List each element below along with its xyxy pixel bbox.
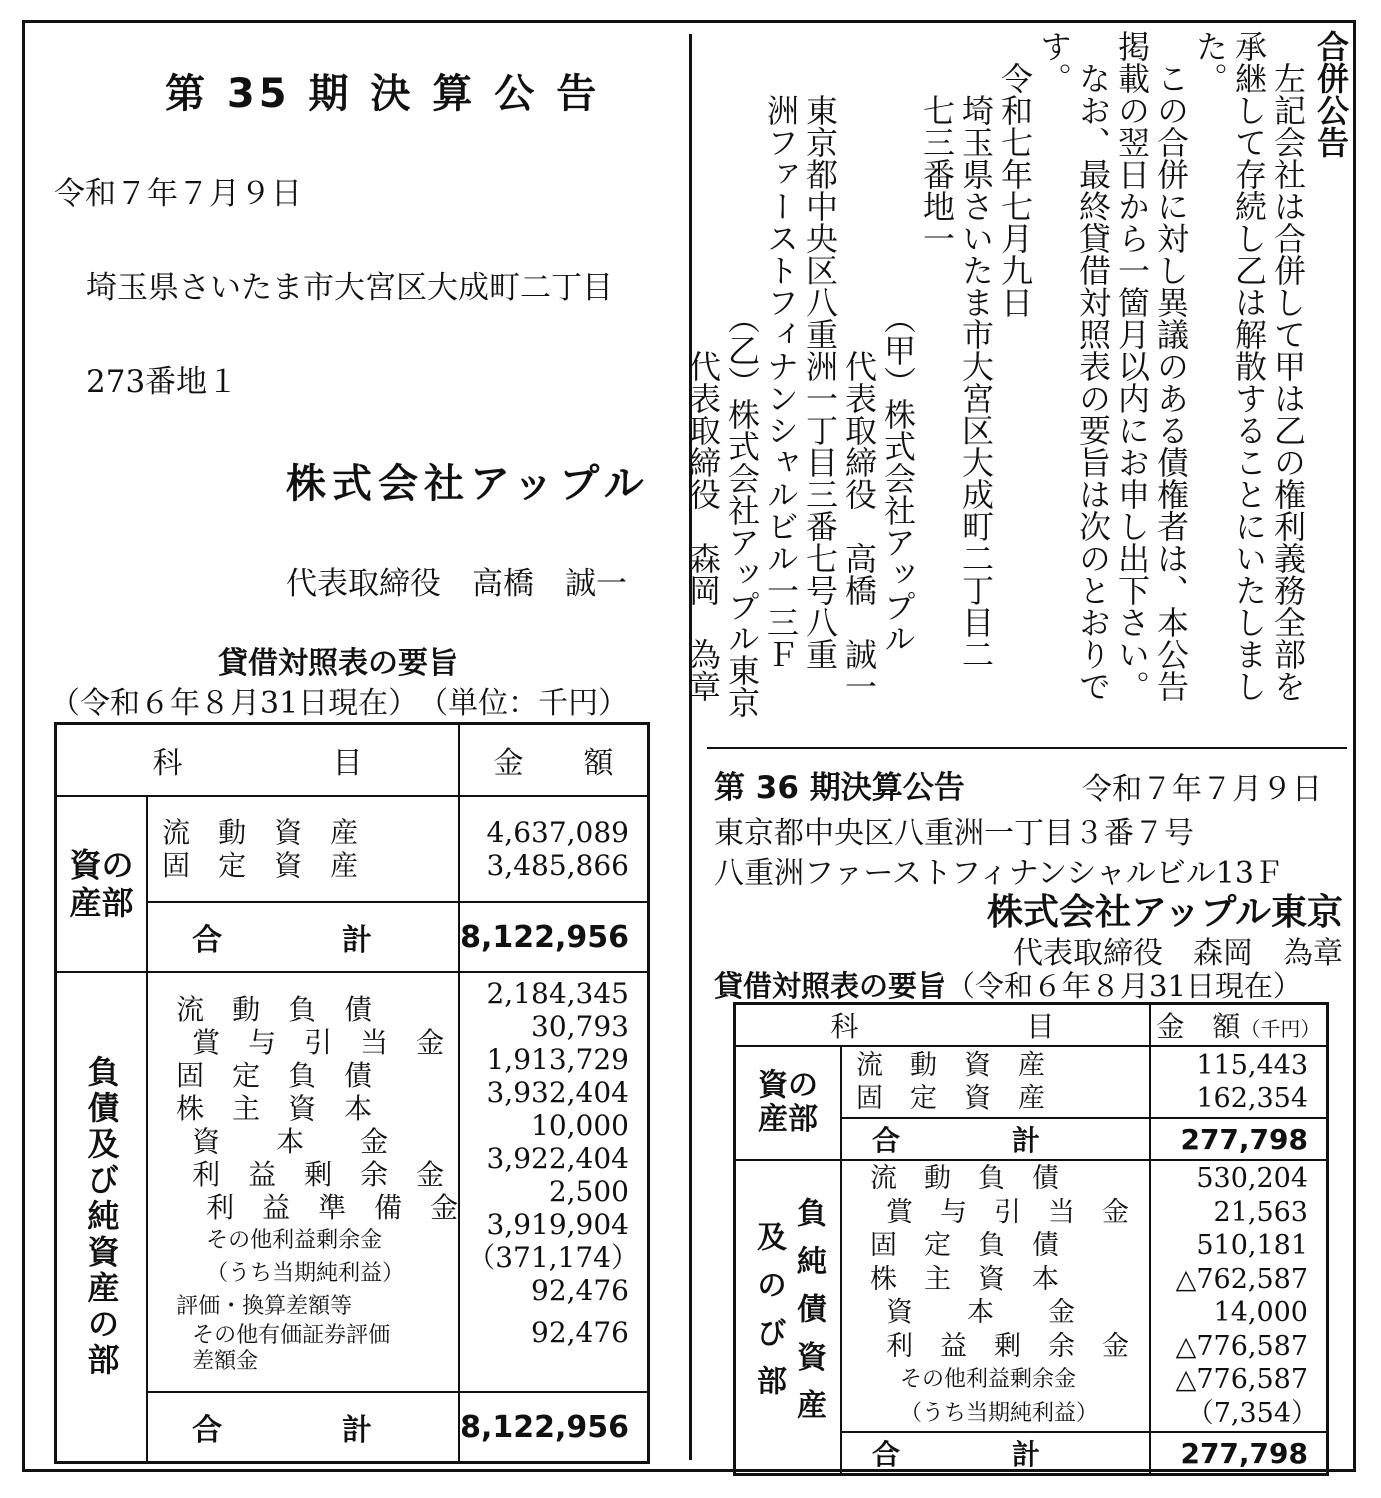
list-item: 流 動 資 産 bbox=[162, 816, 359, 849]
table-header-row bbox=[735, 1004, 1328, 1047]
assets-items bbox=[841, 1046, 1150, 1118]
list-item: 資 本 金 bbox=[886, 1297, 1075, 1328]
merger-line: 七三番地一 bbox=[918, 30, 956, 254]
value-cell: 162,354 bbox=[1196, 1083, 1308, 1114]
assets-total-label: 合 計 bbox=[147, 902, 459, 972]
liabilities-values bbox=[459, 972, 648, 1392]
value-cell: 10,000 bbox=[531, 1109, 629, 1142]
liabilities-items bbox=[841, 1160, 1150, 1432]
value-cell: 3,485,866 bbox=[486, 849, 629, 882]
merger-line: す。 bbox=[1035, 30, 1073, 94]
merger-line: この合併に対し異議のある債権者は、本公告 bbox=[1152, 30, 1190, 702]
right-company-name: 株式会社アップル東京 bbox=[986, 892, 1343, 933]
list-item: 賞 与 引 当 金 bbox=[192, 1026, 445, 1059]
left-bs-subtitle: （令和６年８月31日現在） （単位：千円） bbox=[50, 686, 629, 721]
liabilities-values bbox=[1150, 1160, 1328, 1432]
merger-line: 埼玉県さいたま市大宮区大成町二丁目二 bbox=[957, 30, 995, 670]
assets-total-value: 277,798 bbox=[1150, 1118, 1328, 1160]
list-item: 流 動 負 債 bbox=[870, 1163, 1059, 1194]
value-cell: 30,793 bbox=[531, 1010, 629, 1043]
right-bs-title: 貸借対照表の要旨 bbox=[714, 969, 947, 1003]
value-cell: 530,204 bbox=[1196, 1163, 1308, 1194]
list-item: その他利益剰余金 bbox=[206, 1228, 383, 1253]
value-cell: 1,913,729 bbox=[486, 1043, 629, 1076]
header-amount: 金 額 bbox=[459, 724, 648, 797]
value-cell: △776,587 bbox=[1175, 1364, 1308, 1395]
list-item: その他有価証券評価 bbox=[192, 1323, 391, 1348]
value-cell: 3,932,404 bbox=[486, 1076, 629, 1109]
liabilities-row bbox=[56, 972, 649, 1392]
merger-line: （乙）株式会社アップル東京 bbox=[723, 30, 761, 718]
assets-values bbox=[459, 796, 648, 902]
list-item: 利 益 剰 余 金 bbox=[886, 1330, 1129, 1362]
assets-row bbox=[56, 796, 649, 902]
value-cell: 510,181 bbox=[1196, 1230, 1308, 1261]
liabilities-total-label: 合 計 bbox=[147, 1392, 459, 1463]
list-item: （うち当期純利益） bbox=[900, 1400, 1099, 1426]
left-address-line1: 埼玉県さいたま市大宮区大成町二丁目 bbox=[86, 270, 613, 306]
liabilities-items bbox=[147, 972, 459, 1392]
list-item: 固 定 資 産 bbox=[162, 849, 359, 882]
list-item: 株 主 資 本 bbox=[176, 1092, 373, 1125]
liabilities-total-value: 277,798 bbox=[1150, 1432, 1328, 1475]
header-unit: （千円） bbox=[1240, 1017, 1321, 1041]
value-cell: 3,919,904 bbox=[486, 1208, 629, 1241]
liabilities-row bbox=[735, 1160, 1328, 1432]
liabilities-section-label: 負純債資産及のび部 bbox=[735, 1160, 842, 1475]
value-cell: 2,184,345 bbox=[486, 977, 629, 1010]
right-address-line2: 八重洲ファーストフィナンシャルビル13Ｆ bbox=[714, 856, 1284, 891]
list-item: 賞 与 引 当 金 bbox=[886, 1196, 1129, 1228]
assets-row bbox=[735, 1046, 1328, 1118]
list-item: 固 定 負 債 bbox=[176, 1059, 373, 1092]
table-header-row bbox=[56, 724, 649, 797]
assets-items bbox=[147, 796, 459, 902]
list-item: 株 主 資 本 bbox=[870, 1263, 1059, 1295]
assets-values bbox=[1150, 1046, 1328, 1118]
merger-line: 令和七年七月九日 bbox=[996, 30, 1034, 318]
merger-line: た。 bbox=[1191, 30, 1229, 94]
merger-title: 合併公告 bbox=[1312, 30, 1350, 158]
header-item: 科 目 bbox=[735, 1004, 1150, 1047]
list-item: その他利益剰余金 bbox=[900, 1367, 1077, 1392]
right-balance-sheet-table bbox=[733, 1002, 1329, 1476]
list-item: 固 定 資 産 bbox=[856, 1083, 1045, 1114]
value-cell: △762,587 bbox=[1175, 1263, 1308, 1295]
list-item: 流 動 負 債 bbox=[176, 993, 373, 1026]
right-date: 令和７年７月９日 bbox=[1082, 772, 1322, 807]
assets-total-value: 8,122,956 bbox=[459, 902, 648, 972]
left-bs-title: 貸借対照表の要旨 bbox=[218, 646, 458, 681]
merger-line: （甲）株式会社アップル bbox=[879, 30, 917, 654]
merger-line: 代表取締役 高橋 誠一 bbox=[840, 30, 878, 702]
right-bs-subtitle: （令和６年８月31日現在） bbox=[946, 969, 1302, 1003]
merger-line: 洲ファーストフィナンシャルビル一三Ｆ bbox=[762, 30, 800, 670]
right-title: 第 36 期決算公告 bbox=[714, 770, 965, 806]
merger-notice bbox=[684, 30, 1350, 750]
header-amount: 金 額（千円） bbox=[1150, 1004, 1328, 1047]
header-item: 科 目 bbox=[56, 724, 460, 797]
value-cell: 115,443 bbox=[1196, 1049, 1308, 1081]
assets-section-label: 資の産部 bbox=[56, 796, 148, 972]
value-cell: （7,354） bbox=[1186, 1397, 1318, 1429]
right-representative: 代表取締役 森岡 為章 bbox=[1013, 936, 1343, 971]
merger-line: 承継して存続し乙は解散することにいたしまし bbox=[1230, 30, 1268, 702]
list-item: 流 動 資 産 bbox=[856, 1049, 1045, 1081]
left-address-line2: 273番地１ bbox=[86, 364, 239, 400]
left-date: 令和７年７月９日 bbox=[54, 176, 302, 212]
left-company-name: 株式会社アップル bbox=[286, 461, 650, 507]
left-balance-sheet-table bbox=[54, 722, 650, 1464]
list-item: 資 本 金 bbox=[192, 1125, 389, 1158]
value-cell: 4,637,089 bbox=[486, 816, 629, 849]
list-item: 差額金 bbox=[192, 1349, 259, 1374]
value-cell: 14,000 bbox=[1213, 1297, 1308, 1328]
list-item: 利 益 剰 余 金 bbox=[192, 1158, 445, 1191]
liabilities-total-value: 8,122,956 bbox=[459, 1392, 648, 1463]
liabilities-section-label: 負債及び純資産の部 bbox=[56, 972, 148, 1463]
left-representative: 代表取締役 高橋 誠一 bbox=[286, 566, 627, 602]
value-cell: （371,174） bbox=[467, 1241, 639, 1274]
value-cell: 92,476 bbox=[531, 1316, 629, 1349]
right-address-line1: 東京都中央区八重洲一丁目３番７号 bbox=[714, 816, 1194, 851]
value-cell: 92,476 bbox=[531, 1274, 629, 1307]
merger-line: 代表取締役 森岡 為章 bbox=[684, 30, 722, 702]
list-item: 固 定 負 債 bbox=[870, 1230, 1059, 1261]
list-item: 評価・換算差額等 bbox=[176, 1294, 353, 1319]
right-bs-heading bbox=[714, 964, 1302, 1005]
assets-section-label: 資の産部 bbox=[735, 1046, 842, 1160]
list-item: （うち当期純利益） bbox=[206, 1261, 405, 1286]
merger-line: 東京都中央区八重洲一丁目三番七号八重 bbox=[801, 30, 839, 670]
assets-total-label: 合 計 bbox=[841, 1118, 1150, 1160]
merger-line: 左記会社は合併して甲は乙の権利義務全部を bbox=[1269, 30, 1307, 702]
liabilities-total-label: 合 計 bbox=[841, 1432, 1150, 1475]
merger-line: なお、最終貸借対照表の要旨は次のとおりで bbox=[1074, 30, 1112, 702]
merger-line: 掲載の翌日から一箇月以内にお申し出下さい。 bbox=[1113, 30, 1151, 702]
value-cell: 21,563 bbox=[1213, 1196, 1308, 1228]
value-cell: △776,587 bbox=[1175, 1330, 1308, 1362]
left-title: 第 35 期 決 算 公 告 bbox=[165, 71, 601, 117]
value-cell: 3,922,404 bbox=[486, 1142, 629, 1175]
list-item: 利 益 準 備 金 bbox=[206, 1191, 459, 1224]
value-cell: 2,500 bbox=[548, 1175, 629, 1208]
